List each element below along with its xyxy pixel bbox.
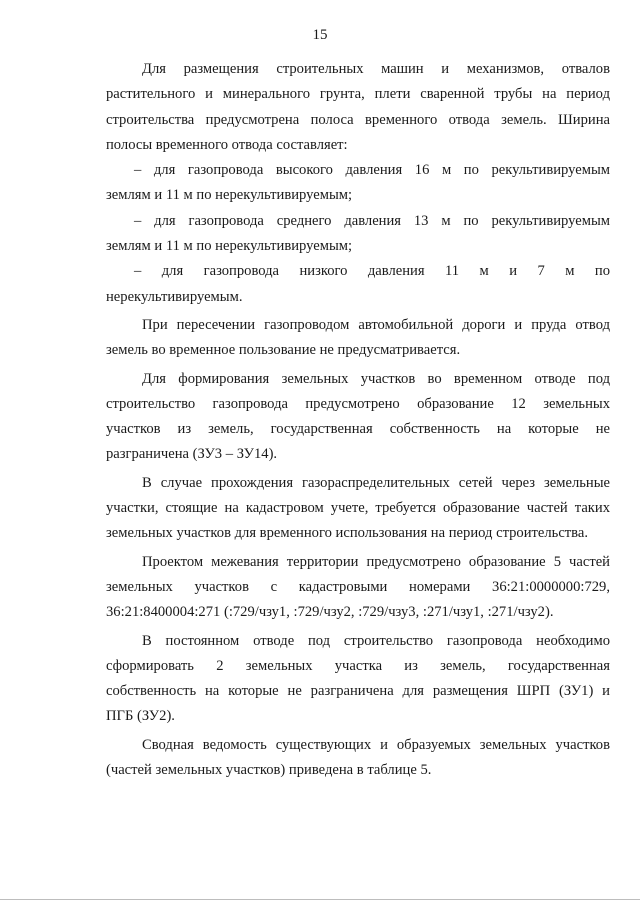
text-line: участки, стоящие на кадастровом учете, требуется образование частей таких bbox=[106, 500, 610, 517]
text-line: землям и 11 м по нерекультивируемым; bbox=[106, 238, 353, 255]
text-line: В постоянном отводе под строительство газопровода необходимо bbox=[142, 632, 610, 649]
text-line: разграничена (ЗУ3 – ЗУ14). bbox=[106, 446, 278, 463]
list-item-line: – для газопровода низкого давления 11 м и 7 м по bbox=[134, 263, 610, 280]
text-line: строительства предусмотрена полоса временного отвода земель. Ширина bbox=[106, 111, 610, 128]
text-line: ПГБ (ЗУ2). bbox=[106, 708, 175, 725]
text-line: земель во временное пользование не предусматривается. bbox=[106, 342, 461, 359]
text-line: Для размещения строительных машин и механизмов, отвалов bbox=[142, 61, 610, 77]
text-line: В случае прохождения газораспределительных сетей через земельные bbox=[142, 474, 610, 491]
text-line: Для формирования земельных участков во временном отводе под bbox=[142, 370, 610, 387]
list-item-line: – для газопровода высокого давления 16 м по рекультивируемым bbox=[134, 162, 610, 179]
text-line: участков из земель, государственная собственность на которые не bbox=[106, 421, 610, 438]
text-line: земельных участков для временного использования на период строительства. bbox=[106, 525, 588, 542]
text-line: строительство газопровода предусмотрено образование 12 земельных bbox=[106, 395, 610, 412]
text-line: Проектом межевания территории предусмотрено образование 5 частей bbox=[142, 553, 610, 570]
text-line: собственность на которые не разграничена для размещения ШРП (ЗУ1) и bbox=[106, 683, 610, 700]
text-line: полосы временного отвода составляет: bbox=[106, 136, 348, 153]
text-line: При пересечении газопроводом автомобильной дороги и пруда отвод bbox=[142, 316, 610, 333]
text-line: Сводная ведомость существующих и образуемых земельных участков bbox=[142, 736, 610, 753]
list-item-line: – для газопровода среднего давления 13 м по рекультивируемым bbox=[134, 212, 610, 229]
text-line: землям и 11 м по нерекультивируемым; bbox=[106, 187, 353, 204]
text-line: земельных участков с кадастровыми номерами 36:21:0000000:729, bbox=[106, 578, 610, 595]
bottom-rule bbox=[0, 899, 640, 900]
text-line: (частей земельных участков) приведена в таблице 5. bbox=[106, 762, 432, 779]
page-number: 15 bbox=[312, 27, 328, 43]
text-line: 36:21:8400004:271 (:729/чзу1, :729/чзу2, :729/чзу3, :271/чзу1, :271/чзу2). bbox=[106, 604, 554, 621]
text-line: растительного и минерального грунта, плети сваренной трубы на период bbox=[106, 86, 610, 103]
text-line: нерекультивируемым. bbox=[106, 288, 243, 305]
text-line: сформировать 2 земельных участка из земель, государственная bbox=[106, 657, 610, 674]
body-text bbox=[106, 57, 610, 783]
